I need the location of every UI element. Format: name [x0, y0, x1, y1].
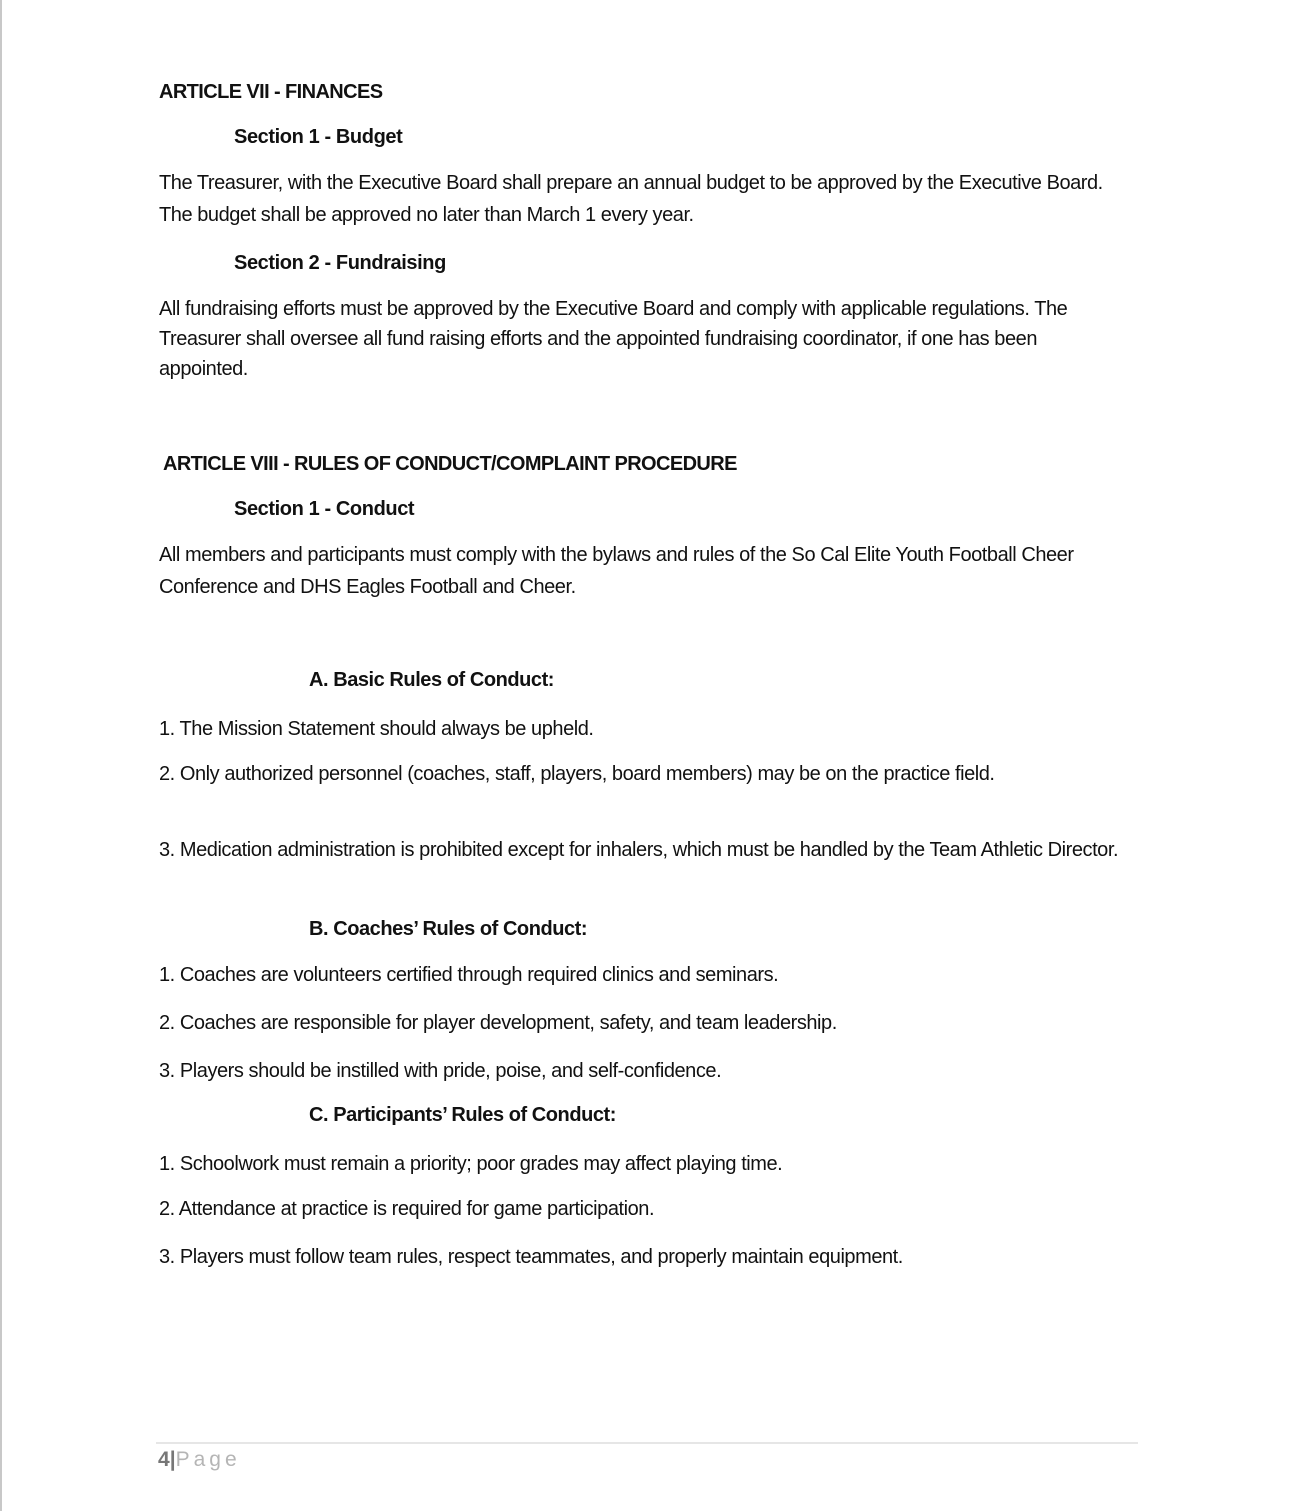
- article-viii-title: ARTICLE VIII - RULES OF CONDUCT/COMPLAINT PROCEDURE: [163, 453, 737, 475]
- page-label: Page: [175, 1448, 241, 1471]
- conduct-paragraph: All members and participants must comply with the bylaws and rules of the So Cal Elite Youth Football Cheer Conference and DHS Eagles Football and Cheer.: [159, 544, 1074, 598]
- page-number: 4: [158, 1448, 170, 1471]
- coaches-rules-heading: B. Coaches’ Rules of Conduct:: [309, 918, 588, 940]
- footer-divider: [156, 1442, 1138, 1444]
- coaches-rule-item: 3. Players should be instilled with pride, poise, and self-confidence.: [159, 1060, 722, 1082]
- section-conduct-heading: Section 1 - Conduct: [234, 498, 415, 520]
- coaches-rule-item: 1. Coaches are volunteers certified through required clinics and seminars.: [159, 964, 779, 986]
- basic-rule-item: 1. The Mission Statement should always be upheld.: [159, 718, 594, 740]
- basic-rules-heading: A. Basic Rules of Conduct:: [309, 669, 554, 691]
- basic-rule-item: 3. Medication administration is prohibited except for inhalers, which must be handled by the Team Athletic Director.: [159, 839, 1119, 861]
- footer-separator: |: [169, 1448, 176, 1471]
- section-fundraising-heading: Section 2 - Fundraising: [234, 252, 446, 274]
- page-footer: [158, 1448, 241, 1472]
- participants-rule-item: 1. Schoolwork must remain a priority; poor grades may affect playing time.: [159, 1153, 783, 1175]
- participants-rule-item: 2. Attendance at practice is required for game participation.: [159, 1198, 655, 1220]
- article-vii-title: ARTICLE VII - FINANCES: [159, 81, 383, 103]
- section-budget-heading: Section 1 - Budget: [234, 126, 403, 148]
- participants-rule-item: 3. Players must follow team rules, respect teammates, and properly maintain equipment.: [159, 1246, 903, 1268]
- coaches-rule-item: 2. Coaches are responsible for player development, safety, and team leadership.: [159, 1012, 837, 1034]
- basic-rule-item: 2. Only authorized personnel (coaches, staff, players, board members) may be on the practice field.: [159, 763, 995, 785]
- fundraising-paragraph: All fundraising efforts must be approved by the Executive Board and comply with applicable regulations. The Treasurer shall oversee all fund raising efforts and the appointed fundraising coordinator, if one has been appointed.: [159, 298, 1068, 380]
- budget-paragraph: The Treasurer, with the Executive Board shall prepare an annual budget to be approved by the Executive Board. The budget shall be approved no later than March 1 every year.: [159, 172, 1103, 226]
- participants-rules-heading: C. Participants’ Rules of Conduct:: [309, 1104, 616, 1126]
